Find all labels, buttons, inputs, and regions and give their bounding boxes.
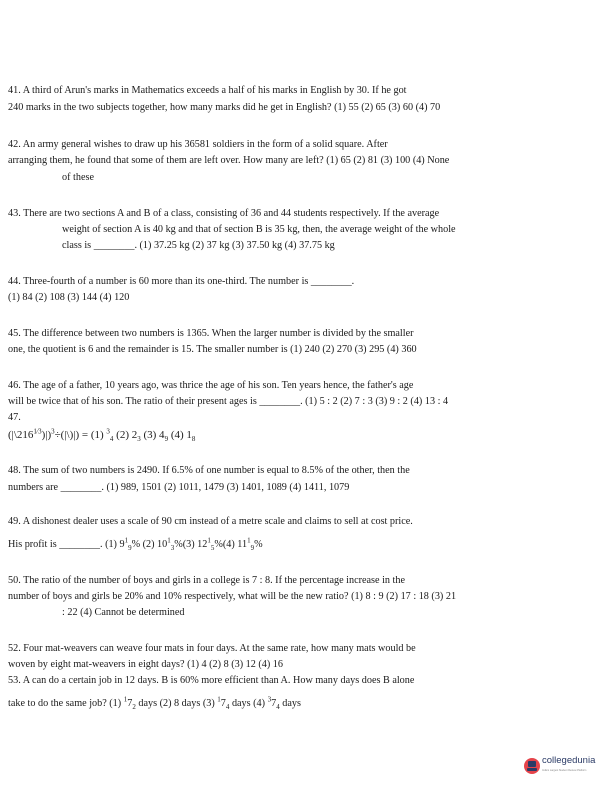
q46-line2: will be twice that of his son. The ratio of their present ages is ________. (1) 5 : 2 (2) 7 : 3 (3) 9 : 2 (4) 13 : 4 — [8, 396, 449, 407]
q47-opt2: (2) 2 — [116, 429, 138, 441]
q53-f2-den: 4 — [225, 703, 230, 712]
q42-line1: 42. An army general wishes to draw up his 36581 soldiers in the form of a solid square. After — [8, 139, 388, 150]
q53-f1-whole: 7 — [127, 698, 133, 709]
q53-f3-whole: 7 — [271, 698, 277, 709]
q49-f3-den: 5 — [210, 544, 215, 553]
q43-line2: weight of section A is 40 kg and that of section B is 35 kg, then, the average weight of the whole — [62, 224, 456, 235]
q53-f1-den: 2 — [132, 703, 136, 712]
q47-formula: $(|\backslash 216^{1⁄3})|)^3\div(|\backslash)|) = (1)$ $^3_4$ (2) $2_3$ (3) $4_9$ (4) $1_8$ — [8, 427, 196, 444]
q47-opt1-den: 4 — [109, 435, 114, 444]
q53-line1: 53. A can do a certain job in 12 days. B is 60% more efficient than A. How many days does B alone — [8, 675, 415, 686]
q49-text-b: % (2) 10 — [131, 539, 168, 550]
q41-line2: 240 marks in the two subjects together, how many marks did he get in English? (1) 55 (2) 65 (3) 60 (4) 70 — [8, 102, 441, 113]
graduation-cap-icon — [524, 758, 540, 774]
q53-text-b: days (2) 8 days (3) — [138, 698, 215, 709]
q47-number: 47. — [8, 412, 21, 423]
q49-text-e: % — [254, 539, 263, 550]
q45-line1: 45. The difference between two numbers is 1365. When the larger number is divided by the smaller — [8, 328, 414, 339]
q47-opt2-den: 3 — [137, 435, 141, 444]
q47-eq: = (1) — [81, 429, 104, 441]
q49-f4-den: 9 — [250, 544, 255, 553]
q50-line3: : 22 (4) Cannot be determined — [62, 607, 185, 618]
q47-opt3-den: 9 — [164, 435, 169, 444]
collegedunia-logo — [524, 755, 610, 777]
q47-exp2: 3 — [38, 427, 42, 436]
q49-f1-den: 9 — [128, 544, 132, 553]
q47-exp1: 1 — [33, 427, 37, 436]
q49-text-c: %(3) 12 — [174, 539, 208, 550]
q47-opt3: (3) 4 — [143, 429, 165, 441]
q49-f2-den: 3 — [170, 544, 175, 553]
q53-f2-whole: 7 — [220, 698, 226, 709]
q53-text-a: take to do the same job? (1) — [8, 698, 122, 709]
q42-line3: of these — [62, 172, 94, 183]
q47-opt4-den: 8 — [191, 435, 196, 444]
q47-opt4: (4) 1 — [170, 429, 192, 441]
q49-f2-num: 1 — [167, 536, 171, 545]
q53-text-c: days (4) — [231, 698, 266, 709]
q49-f4-num: 1 — [247, 536, 251, 545]
q53-f2-num: 1 — [217, 695, 221, 704]
q50-line1: 50. The ratio of the number of boys and girls in a college is 7 : 8. If the percentage increase in the — [8, 575, 405, 586]
q53-f1-num: 1 — [123, 695, 128, 704]
q48-line1: 48. The sum of two numbers is 2490. If 6.5% of one number is equal to 8.5% of the other, then the — [8, 465, 410, 476]
q49-line1: 49. A dishonest dealer uses a scale of 90 cm instead of a metre scale and claims to sell at cost price. — [8, 516, 413, 527]
q47-rest: ÷(|\)|) — [54, 429, 80, 441]
q47-opt1-num: 3 — [106, 427, 110, 436]
logo-tagline: India's Largest Student Review Platform — [542, 769, 587, 772]
q49-f3-num: 1 — [207, 536, 211, 545]
q45-line2: one, the quotient is 6 and the remainder is 15. The smaller number is (1) 240 (2) 270 (3) 295 (4) 360 — [8, 344, 417, 355]
q53-f3-num: 3 — [267, 695, 272, 704]
q53-f3-den: 4 — [276, 703, 280, 712]
q49-text-a: His profit is ________. (1) 9 — [8, 539, 125, 550]
q46-line1: 46. The age of a father, 10 years ago, was thrice the age of his son. Ten years hence, the father's age — [8, 380, 414, 391]
q48-line2: numbers are ________. (1) 989, 1501 (2) 1011, 1479 (3) 1401, 1089 (4) 1411, 1079 — [8, 482, 350, 493]
q47-mid: )|) — [41, 429, 52, 441]
q47-expr: (|\216 — [8, 429, 34, 441]
q52-line1: 52. Four mat-weavers can weave four mats in four days. At the same rate, how many mats would be — [8, 643, 416, 654]
q44-line2: (1) 84 (2) 108 (3) 144 (4) 120 — [8, 292, 130, 303]
q42-line2: arranging them, he found that some of them are left over. How many are left? (1) 65 (2) 81 (3) 100 (4) None — [8, 155, 450, 166]
q50-line2: number of boys and girls be 20% and 10% respectively, what will be the new ratio? (1) 8 : 9 (2) 17 : 18 (3) 21 — [8, 591, 457, 602]
q53-line2 — [8, 695, 301, 712]
q43-line1: 43. There are two sections A and B of a class, consisting of 36 and 44 students respectively. If the average — [8, 208, 440, 219]
q49-f1-num: 1 — [124, 536, 129, 545]
q43-line3: class is ________. (1) 37.25 kg (2) 37 kg (3) 37.50 kg (4) 37.75 kg — [62, 240, 335, 251]
logo-name: collegedunia — [542, 755, 596, 766]
q49-line2 — [8, 536, 263, 553]
q49-text-d: %(4) 11 — [214, 539, 248, 550]
q53-text-d: days — [282, 698, 301, 709]
q44-line1: 44. Three-fourth of a number is 60 more than its one-third. The number is ________. — [8, 276, 355, 287]
q41-line1: 41. A third of Arun's marks in Mathematics exceeds a half of his marks in English by 30. If he got — [8, 85, 407, 96]
q52-line2: woven by eight mat-weavers in eight days? (1) 4 (2) 8 (3) 12 (4) 16 — [8, 659, 283, 670]
